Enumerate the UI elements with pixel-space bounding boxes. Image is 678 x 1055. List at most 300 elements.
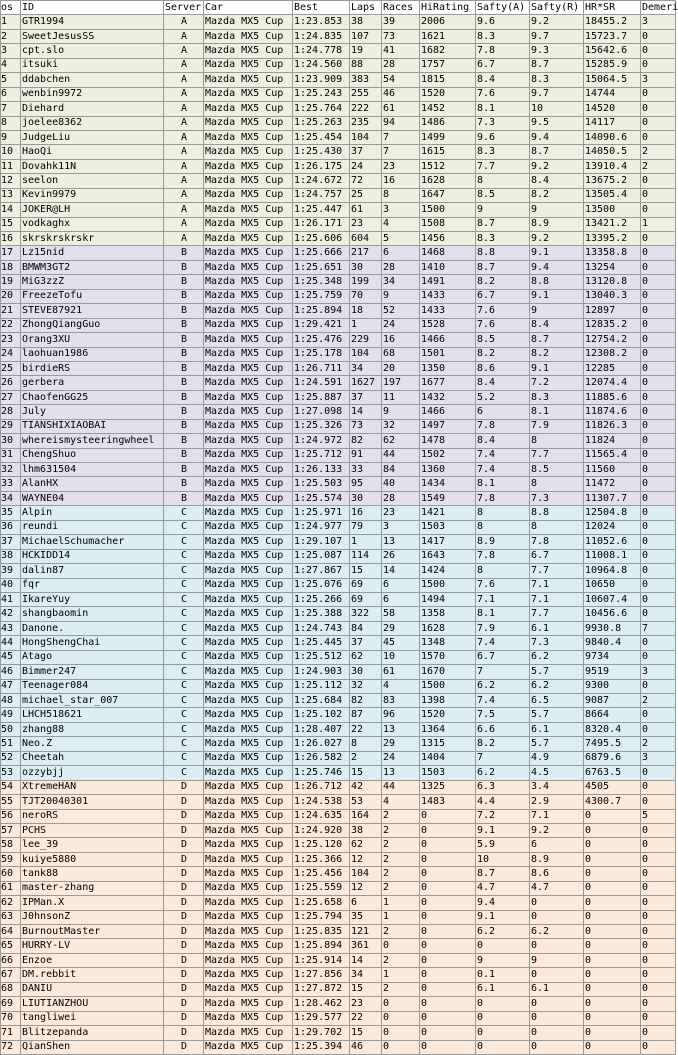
cell-pos[interactable]: 9 <box>1 130 21 144</box>
cell-races[interactable]: 7 <box>382 130 420 144</box>
cell-safety-a[interactable]: 8 <box>476 564 530 578</box>
cell-best[interactable]: 1:25.971 <box>293 506 350 520</box>
cell-safety-r[interactable]: 4.7 <box>530 881 584 895</box>
cell-safety-r[interactable]: 6.2 <box>530 925 584 939</box>
cell-races[interactable]: 28 <box>382 491 420 505</box>
cell-best[interactable]: 1:24.743 <box>293 621 350 635</box>
cell-safety-a[interactable]: 6.7 <box>476 58 530 72</box>
cell-pos[interactable]: 6 <box>1 87 21 101</box>
cell-laps[interactable]: 95 <box>350 477 382 491</box>
cell-hrsr[interactable]: 0 <box>584 925 641 939</box>
cell-pos[interactable]: 46 <box>1 665 21 679</box>
cell-laps[interactable]: 30 <box>350 665 382 679</box>
cell-hrsr[interactable]: 11565.4 <box>584 448 641 462</box>
cell-best[interactable]: 1:24.591 <box>293 376 350 390</box>
cell-races[interactable]: 197 <box>382 376 420 390</box>
cell-races[interactable]: 44 <box>382 780 420 794</box>
cell-pos[interactable]: 1 <box>1 15 21 29</box>
cell-id[interactable]: vodkaghx <box>21 217 164 231</box>
cell-demerit[interactable]: 0 <box>641 564 676 578</box>
cell-pos[interactable]: 45 <box>1 650 21 664</box>
cell-car[interactable]: Mazda MX5 Cup <box>204 564 293 578</box>
cell-best[interactable]: 1:25.112 <box>293 679 350 693</box>
cell-id[interactable]: XtremeHAN <box>21 780 164 794</box>
cell-hirating[interactable]: 1502 <box>420 448 476 462</box>
cell-laps[interactable]: 25 <box>350 188 382 202</box>
cell-server[interactable]: B <box>164 434 204 448</box>
cell-safety-a[interactable]: 8 <box>476 174 530 188</box>
cell-races[interactable]: 1 <box>382 968 420 982</box>
cell-pos[interactable]: 69 <box>1 997 21 1011</box>
cell-best[interactable]: 1:26.712 <box>293 780 350 794</box>
cell-pos[interactable]: 54 <box>1 780 21 794</box>
cell-hrsr[interactable]: 15064.5 <box>584 73 641 87</box>
cell-server[interactable]: B <box>164 347 204 361</box>
cell-races[interactable]: 0 <box>382 1026 420 1040</box>
cell-id[interactable]: ozzybjj <box>21 766 164 780</box>
cell-id[interactable]: joelee8362 <box>21 116 164 130</box>
cell-server[interactable]: B <box>164 463 204 477</box>
cell-id[interactable]: DANIU <box>21 982 164 996</box>
cell-best[interactable]: 1:25.764 <box>293 102 350 116</box>
cell-best[interactable]: 1:25.447 <box>293 203 350 217</box>
cell-pos[interactable]: 8 <box>1 116 21 130</box>
cell-demerit[interactable]: 3 <box>641 665 676 679</box>
cell-laps[interactable]: 24 <box>350 159 382 173</box>
cell-demerit[interactable]: 0 <box>641 650 676 664</box>
cell-car[interactable]: Mazda MX5 Cup <box>204 58 293 72</box>
cell-id[interactable]: Dovahk11N <box>21 159 164 173</box>
cell-laps[interactable]: 32 <box>350 679 382 693</box>
cell-id[interactable]: gerbera <box>21 376 164 390</box>
cell-demerit[interactable]: 3 <box>641 751 676 765</box>
column-header-hirating[interactable]: HiRating <box>420 1 476 15</box>
cell-demerit[interactable]: 0 <box>641 925 676 939</box>
cell-pos[interactable]: 67 <box>1 968 21 982</box>
cell-safety-r[interactable]: 9.7 <box>530 29 584 43</box>
column-header-hrsr[interactable]: HR*SR <box>584 1 641 15</box>
cell-laps[interactable]: 33 <box>350 463 382 477</box>
cell-best[interactable]: 1:25.266 <box>293 592 350 606</box>
cell-server[interactable]: A <box>164 87 204 101</box>
cell-laps[interactable]: 1627 <box>350 376 382 390</box>
cell-server[interactable]: D <box>164 982 204 996</box>
cell-server[interactable]: A <box>164 188 204 202</box>
cell-best[interactable]: 1:25.746 <box>293 766 350 780</box>
cell-id[interactable]: ChaofenGG25 <box>21 390 164 404</box>
cell-safety-r[interactable]: 6.1 <box>530 722 584 736</box>
cell-safety-a[interactable]: 8.2 <box>476 347 530 361</box>
cell-races[interactable]: 4 <box>382 217 420 231</box>
cell-hrsr[interactable]: 15642.6 <box>584 44 641 58</box>
cell-safety-a[interactable]: 7.6 <box>476 87 530 101</box>
cell-best[interactable]: 1:26.582 <box>293 751 350 765</box>
cell-id[interactable]: JOKER@LH <box>21 203 164 217</box>
cell-pos[interactable]: 13 <box>1 188 21 202</box>
cell-server[interactable]: D <box>164 910 204 924</box>
cell-id[interactable]: TIANSHIXIAOBAI <box>21 419 164 433</box>
cell-safety-a[interactable]: 7.8 <box>476 419 530 433</box>
cell-safety-a[interactable]: 8.1 <box>476 607 530 621</box>
cell-laps[interactable]: 22 <box>350 1011 382 1025</box>
cell-hirating[interactable]: 1520 <box>420 708 476 722</box>
cell-server[interactable]: D <box>164 1026 204 1040</box>
cell-demerit[interactable]: 0 <box>641 289 676 303</box>
cell-demerit[interactable]: 0 <box>641 708 676 722</box>
cell-hirating[interactable]: 0 <box>420 997 476 1011</box>
cell-server[interactable]: B <box>164 419 204 433</box>
cell-races[interactable]: 1 <box>382 896 420 910</box>
cell-demerit[interactable]: 0 <box>641 188 676 202</box>
cell-demerit[interactable]: 0 <box>641 130 676 144</box>
cell-laps[interactable]: 8 <box>350 737 382 751</box>
cell-safety-a[interactable]: 6.3 <box>476 780 530 794</box>
cell-safety-a[interactable]: 7.2 <box>476 809 530 823</box>
cell-races[interactable]: 16 <box>382 174 420 188</box>
cell-hrsr[interactable]: 14090.6 <box>584 130 641 144</box>
cell-best[interactable]: 1:24.977 <box>293 520 350 534</box>
cell-best[interactable]: 1:25.178 <box>293 347 350 361</box>
cell-pos[interactable]: 4 <box>1 58 21 72</box>
cell-server[interactable]: D <box>164 795 204 809</box>
cell-car[interactable]: Mazda MX5 Cup <box>204 116 293 130</box>
cell-server[interactable]: B <box>164 333 204 347</box>
cell-demerit[interactable]: 0 <box>641 491 676 505</box>
cell-races[interactable]: 61 <box>382 665 420 679</box>
cell-safety-r[interactable]: 0 <box>530 1011 584 1025</box>
cell-demerit[interactable]: 0 <box>641 1040 676 1054</box>
cell-safety-r[interactable]: 9.2 <box>530 232 584 246</box>
cell-safety-r[interactable]: 8.6 <box>530 867 584 881</box>
cell-hirating[interactable]: 1417 <box>420 535 476 549</box>
cell-pos[interactable]: 42 <box>1 607 21 621</box>
cell-hirating[interactable]: 1815 <box>420 73 476 87</box>
cell-car[interactable]: Mazda MX5 Cup <box>204 73 293 87</box>
cell-server[interactable]: A <box>164 145 204 159</box>
cell-id[interactable]: DM.rebbit <box>21 968 164 982</box>
cell-pos[interactable]: 56 <box>1 809 21 823</box>
cell-car[interactable]: Mazda MX5 Cup <box>204 203 293 217</box>
cell-demerit[interactable]: 3 <box>641 73 676 87</box>
cell-laps[interactable]: 15 <box>350 766 382 780</box>
cell-id[interactable]: Lz15nid <box>21 246 164 260</box>
cell-pos[interactable]: 60 <box>1 867 21 881</box>
cell-car[interactable]: Mazda MX5 Cup <box>204 87 293 101</box>
cell-car[interactable]: Mazda MX5 Cup <box>204 1040 293 1054</box>
cell-best[interactable]: 1:25.887 <box>293 390 350 404</box>
cell-laps[interactable]: 37 <box>350 145 382 159</box>
cell-safety-r[interactable]: 6.2 <box>530 650 584 664</box>
cell-id[interactable]: lee_39 <box>21 838 164 852</box>
cell-races[interactable]: 83 <box>382 694 420 708</box>
cell-hirating[interactable]: 0 <box>420 1011 476 1025</box>
cell-demerit[interactable]: 2 <box>641 159 676 173</box>
cell-server[interactable]: B <box>164 246 204 260</box>
cell-pos[interactable]: 30 <box>1 434 21 448</box>
cell-races[interactable]: 7 <box>382 145 420 159</box>
cell-safety-r[interactable]: 8.2 <box>530 188 584 202</box>
cell-server[interactable]: D <box>164 867 204 881</box>
cell-hirating[interactable]: 0 <box>420 838 476 852</box>
cell-id[interactable]: tank88 <box>21 867 164 881</box>
cell-best[interactable]: 1:25.503 <box>293 477 350 491</box>
cell-car[interactable]: Mazda MX5 Cup <box>204 549 293 563</box>
cell-id[interactable]: MichaelSchumacher <box>21 535 164 549</box>
cell-car[interactable]: Mazda MX5 Cup <box>204 780 293 794</box>
cell-car[interactable]: Mazda MX5 Cup <box>204 232 293 246</box>
cell-hrsr[interactable]: 13120.8 <box>584 275 641 289</box>
cell-car[interactable]: Mazda MX5 Cup <box>204 881 293 895</box>
cell-safety-r[interactable]: 7.1 <box>530 809 584 823</box>
cell-demerit[interactable]: 0 <box>641 318 676 332</box>
cell-server[interactable]: D <box>164 968 204 982</box>
cell-demerit[interactable]: 0 <box>641 852 676 866</box>
cell-laps[interactable]: 38 <box>350 15 382 29</box>
cell-pos[interactable]: 20 <box>1 289 21 303</box>
cell-laps[interactable]: 107 <box>350 29 382 43</box>
cell-laps[interactable]: 14 <box>350 405 382 419</box>
cell-best[interactable]: 1:29.107 <box>293 535 350 549</box>
cell-id[interactable]: BMWM3GT2 <box>21 260 164 274</box>
cell-hirating[interactable]: 1503 <box>420 766 476 780</box>
cell-demerit[interactable]: 0 <box>641 87 676 101</box>
cell-demerit[interactable]: 0 <box>641 953 676 967</box>
cell-server[interactable]: C <box>164 564 204 578</box>
cell-car[interactable]: Mazda MX5 Cup <box>204 665 293 679</box>
cell-safety-r[interactable]: 7.7 <box>530 564 584 578</box>
cell-laps[interactable]: 82 <box>350 694 382 708</box>
cell-id[interactable]: AlanHX <box>21 477 164 491</box>
cell-demerit[interactable]: 0 <box>641 679 676 693</box>
cell-races[interactable]: 23 <box>382 506 420 520</box>
cell-hrsr[interactable]: 11874.6 <box>584 405 641 419</box>
cell-hirating[interactable]: 1452 <box>420 102 476 116</box>
cell-demerit[interactable]: 0 <box>641 376 676 390</box>
cell-car[interactable]: Mazda MX5 Cup <box>204 751 293 765</box>
cell-car[interactable]: Mazda MX5 Cup <box>204 463 293 477</box>
cell-hrsr[interactable]: 12835.2 <box>584 318 641 332</box>
cell-hrsr[interactable]: 9930.8 <box>584 621 641 635</box>
cell-races[interactable]: 2 <box>382 823 420 837</box>
cell-races[interactable]: 6 <box>382 578 420 592</box>
cell-best[interactable]: 1:25.456 <box>293 867 350 881</box>
cell-safety-a[interactable]: 0.1 <box>476 968 530 982</box>
cell-hirating[interactable]: 0 <box>420 867 476 881</box>
cell-id[interactable]: reundi <box>21 520 164 534</box>
cell-laps[interactable]: 30 <box>350 491 382 505</box>
cell-safety-r[interactable]: 8.7 <box>530 333 584 347</box>
cell-car[interactable]: Mazda MX5 Cup <box>204 578 293 592</box>
cell-pos[interactable]: 65 <box>1 939 21 953</box>
cell-car[interactable]: Mazda MX5 Cup <box>204 318 293 332</box>
cell-laps[interactable]: 37 <box>350 636 382 650</box>
cell-safety-r[interactable]: 6.1 <box>530 982 584 996</box>
cell-pos[interactable]: 17 <box>1 246 21 260</box>
cell-hirating[interactable]: 1512 <box>420 159 476 173</box>
cell-demerit[interactable]: 0 <box>641 390 676 404</box>
cell-id[interactable]: LIUTIANZHOU <box>21 997 164 1011</box>
cell-pos[interactable]: 12 <box>1 174 21 188</box>
cell-car[interactable]: Mazda MX5 Cup <box>204 650 293 664</box>
cell-pos[interactable]: 21 <box>1 304 21 318</box>
cell-laps[interactable]: 16 <box>350 506 382 520</box>
cell-races[interactable]: 84 <box>382 463 420 477</box>
cell-safety-a[interactable]: 7.8 <box>476 491 530 505</box>
cell-races[interactable]: 58 <box>382 607 420 621</box>
cell-best[interactable]: 1:29.702 <box>293 1026 350 1040</box>
cell-server[interactable]: D <box>164 838 204 852</box>
cell-races[interactable]: 2 <box>382 925 420 939</box>
cell-server[interactable]: A <box>164 102 204 116</box>
cell-safety-a[interactable]: 5.2 <box>476 390 530 404</box>
cell-id[interactable]: neroRS <box>21 809 164 823</box>
cell-pos[interactable]: 61 <box>1 881 21 895</box>
cell-car[interactable]: Mazda MX5 Cup <box>204 694 293 708</box>
cell-car[interactable]: Mazda MX5 Cup <box>204 361 293 375</box>
cell-races[interactable]: 6 <box>382 592 420 606</box>
cell-laps[interactable]: 72 <box>350 174 382 188</box>
cell-safety-a[interactable]: 7.6 <box>476 304 530 318</box>
cell-car[interactable]: Mazda MX5 Cup <box>204 304 293 318</box>
cell-safety-a[interactable]: 7.8 <box>476 44 530 58</box>
cell-safety-a[interactable]: 6.7 <box>476 650 530 664</box>
cell-safety-r[interactable]: 6.1 <box>530 621 584 635</box>
cell-safety-a[interactable]: 8.3 <box>476 145 530 159</box>
cell-safety-a[interactable]: 9.6 <box>476 130 530 144</box>
cell-hrsr[interactable]: 13358.8 <box>584 246 641 260</box>
cell-safety-a[interactable]: 6.1 <box>476 982 530 996</box>
cell-id[interactable]: ChengShuo <box>21 448 164 462</box>
cell-pos[interactable]: 37 <box>1 535 21 549</box>
cell-pos[interactable]: 31 <box>1 448 21 462</box>
cell-server[interactable]: C <box>164 549 204 563</box>
cell-demerit[interactable]: 0 <box>641 910 676 924</box>
cell-laps[interactable]: 361 <box>350 939 382 953</box>
cell-safety-r[interactable]: 9.4 <box>530 130 584 144</box>
cell-hirating[interactable]: 1494 <box>420 592 476 606</box>
cell-car[interactable]: Mazda MX5 Cup <box>204 925 293 939</box>
cell-car[interactable]: Mazda MX5 Cup <box>204 217 293 231</box>
cell-id[interactable]: zhang88 <box>21 722 164 736</box>
cell-server[interactable]: C <box>164 650 204 664</box>
cell-safety-a[interactable]: 8.7 <box>476 867 530 881</box>
column-header-safety-r[interactable]: Safty(R) <box>530 1 584 15</box>
cell-car[interactable]: Mazda MX5 Cup <box>204 592 293 606</box>
cell-races[interactable]: 13 <box>382 535 420 549</box>
cell-id[interactable]: laohuan1986 <box>21 347 164 361</box>
cell-server[interactable]: D <box>164 881 204 895</box>
cell-server[interactable]: B <box>164 361 204 375</box>
cell-id[interactable]: FreezeTofu <box>21 289 164 303</box>
cell-id[interactable]: Blitzepanda <box>21 1026 164 1040</box>
cell-safety-r[interactable]: 8.7 <box>530 58 584 72</box>
cell-safety-r[interactable]: 8.3 <box>530 390 584 404</box>
cell-hrsr[interactable]: 10964.8 <box>584 564 641 578</box>
cell-safety-r[interactable]: 9.1 <box>530 289 584 303</box>
cell-hrsr[interactable]: 0 <box>584 881 641 895</box>
cell-server[interactable]: A <box>164 159 204 173</box>
cell-server[interactable]: C <box>164 621 204 635</box>
cell-safety-r[interactable]: 8.3 <box>530 73 584 87</box>
cell-id[interactable]: LHCH518621 <box>21 708 164 722</box>
cell-server[interactable]: B <box>164 318 204 332</box>
cell-pos[interactable]: 63 <box>1 910 21 924</box>
cell-id[interactable]: Orang3XU <box>21 333 164 347</box>
cell-car[interactable]: Mazda MX5 Cup <box>204 737 293 751</box>
cell-id[interactable]: tangliwei <box>21 1011 164 1025</box>
cell-safety-r[interactable]: 8.1 <box>530 405 584 419</box>
cell-hirating[interactable]: 1432 <box>420 390 476 404</box>
cell-hrsr[interactable]: 14050.5 <box>584 145 641 159</box>
cell-best[interactable]: 1:25.512 <box>293 650 350 664</box>
cell-id[interactable]: Kevin9979 <box>21 188 164 202</box>
cell-safety-r[interactable]: 6.2 <box>530 679 584 693</box>
cell-races[interactable]: 32 <box>382 419 420 433</box>
cell-best[interactable]: 1:25.894 <box>293 304 350 318</box>
cell-safety-a[interactable]: 6 <box>476 405 530 419</box>
cell-demerit[interactable]: 0 <box>641 867 676 881</box>
cell-hrsr[interactable]: 13505.4 <box>584 188 641 202</box>
cell-demerit[interactable]: 3 <box>641 15 676 29</box>
cell-demerit[interactable]: 7 <box>641 621 676 635</box>
cell-server[interactable]: A <box>164 174 204 188</box>
cell-best[interactable]: 1:23.853 <box>293 15 350 29</box>
cell-hirating[interactable]: 1424 <box>420 564 476 578</box>
cell-pos[interactable]: 50 <box>1 722 21 736</box>
cell-demerit[interactable]: 0 <box>641 607 676 621</box>
cell-safety-a[interactable]: 6.6 <box>476 722 530 736</box>
cell-car[interactable]: Mazda MX5 Cup <box>204 896 293 910</box>
cell-best[interactable]: 1:24.920 <box>293 823 350 837</box>
cell-hirating[interactable]: 1434 <box>420 477 476 491</box>
cell-best[interactable]: 1:25.454 <box>293 130 350 144</box>
cell-server[interactable]: D <box>164 809 204 823</box>
cell-demerit[interactable]: 0 <box>641 968 676 982</box>
cell-laps[interactable]: 15 <box>350 564 382 578</box>
cell-car[interactable]: Mazda MX5 Cup <box>204 968 293 982</box>
cell-hirating[interactable]: 1500 <box>420 203 476 217</box>
cell-laps[interactable]: 383 <box>350 73 382 87</box>
cell-server[interactable]: A <box>164 29 204 43</box>
cell-car[interactable]: Mazda MX5 Cup <box>204 607 293 621</box>
cell-server[interactable]: B <box>164 491 204 505</box>
cell-id[interactable]: skrskrskrskr <box>21 232 164 246</box>
cell-races[interactable]: 46 <box>382 87 420 101</box>
cell-id[interactable]: Teenager084 <box>21 679 164 693</box>
cell-car[interactable]: Mazda MX5 Cup <box>204 910 293 924</box>
cell-server[interactable]: C <box>164 636 204 650</box>
cell-hirating[interactable]: 2006 <box>420 15 476 29</box>
cell-demerit[interactable]: 0 <box>641 44 676 58</box>
cell-id[interactable]: Neo.Z <box>21 737 164 751</box>
cell-id[interactable]: wenbin9972 <box>21 87 164 101</box>
cell-laps[interactable]: 61 <box>350 203 382 217</box>
cell-safety-r[interactable]: 8.4 <box>530 318 584 332</box>
cell-safety-r[interactable]: 10 <box>530 102 584 116</box>
cell-id[interactable]: fqr <box>21 578 164 592</box>
cell-demerit[interactable]: 2 <box>641 694 676 708</box>
cell-server[interactable]: D <box>164 953 204 967</box>
cell-server[interactable]: C <box>164 578 204 592</box>
cell-best[interactable]: 1:27.098 <box>293 405 350 419</box>
cell-hirating[interactable]: 0 <box>420 823 476 837</box>
cell-races[interactable]: 2 <box>382 867 420 881</box>
cell-hrsr[interactable]: 0 <box>584 838 641 852</box>
cell-hirating[interactable]: 1433 <box>420 304 476 318</box>
cell-car[interactable]: Mazda MX5 Cup <box>204 838 293 852</box>
cell-safety-a[interactable]: 10 <box>476 852 530 866</box>
cell-hirating[interactable]: 1501 <box>420 347 476 361</box>
